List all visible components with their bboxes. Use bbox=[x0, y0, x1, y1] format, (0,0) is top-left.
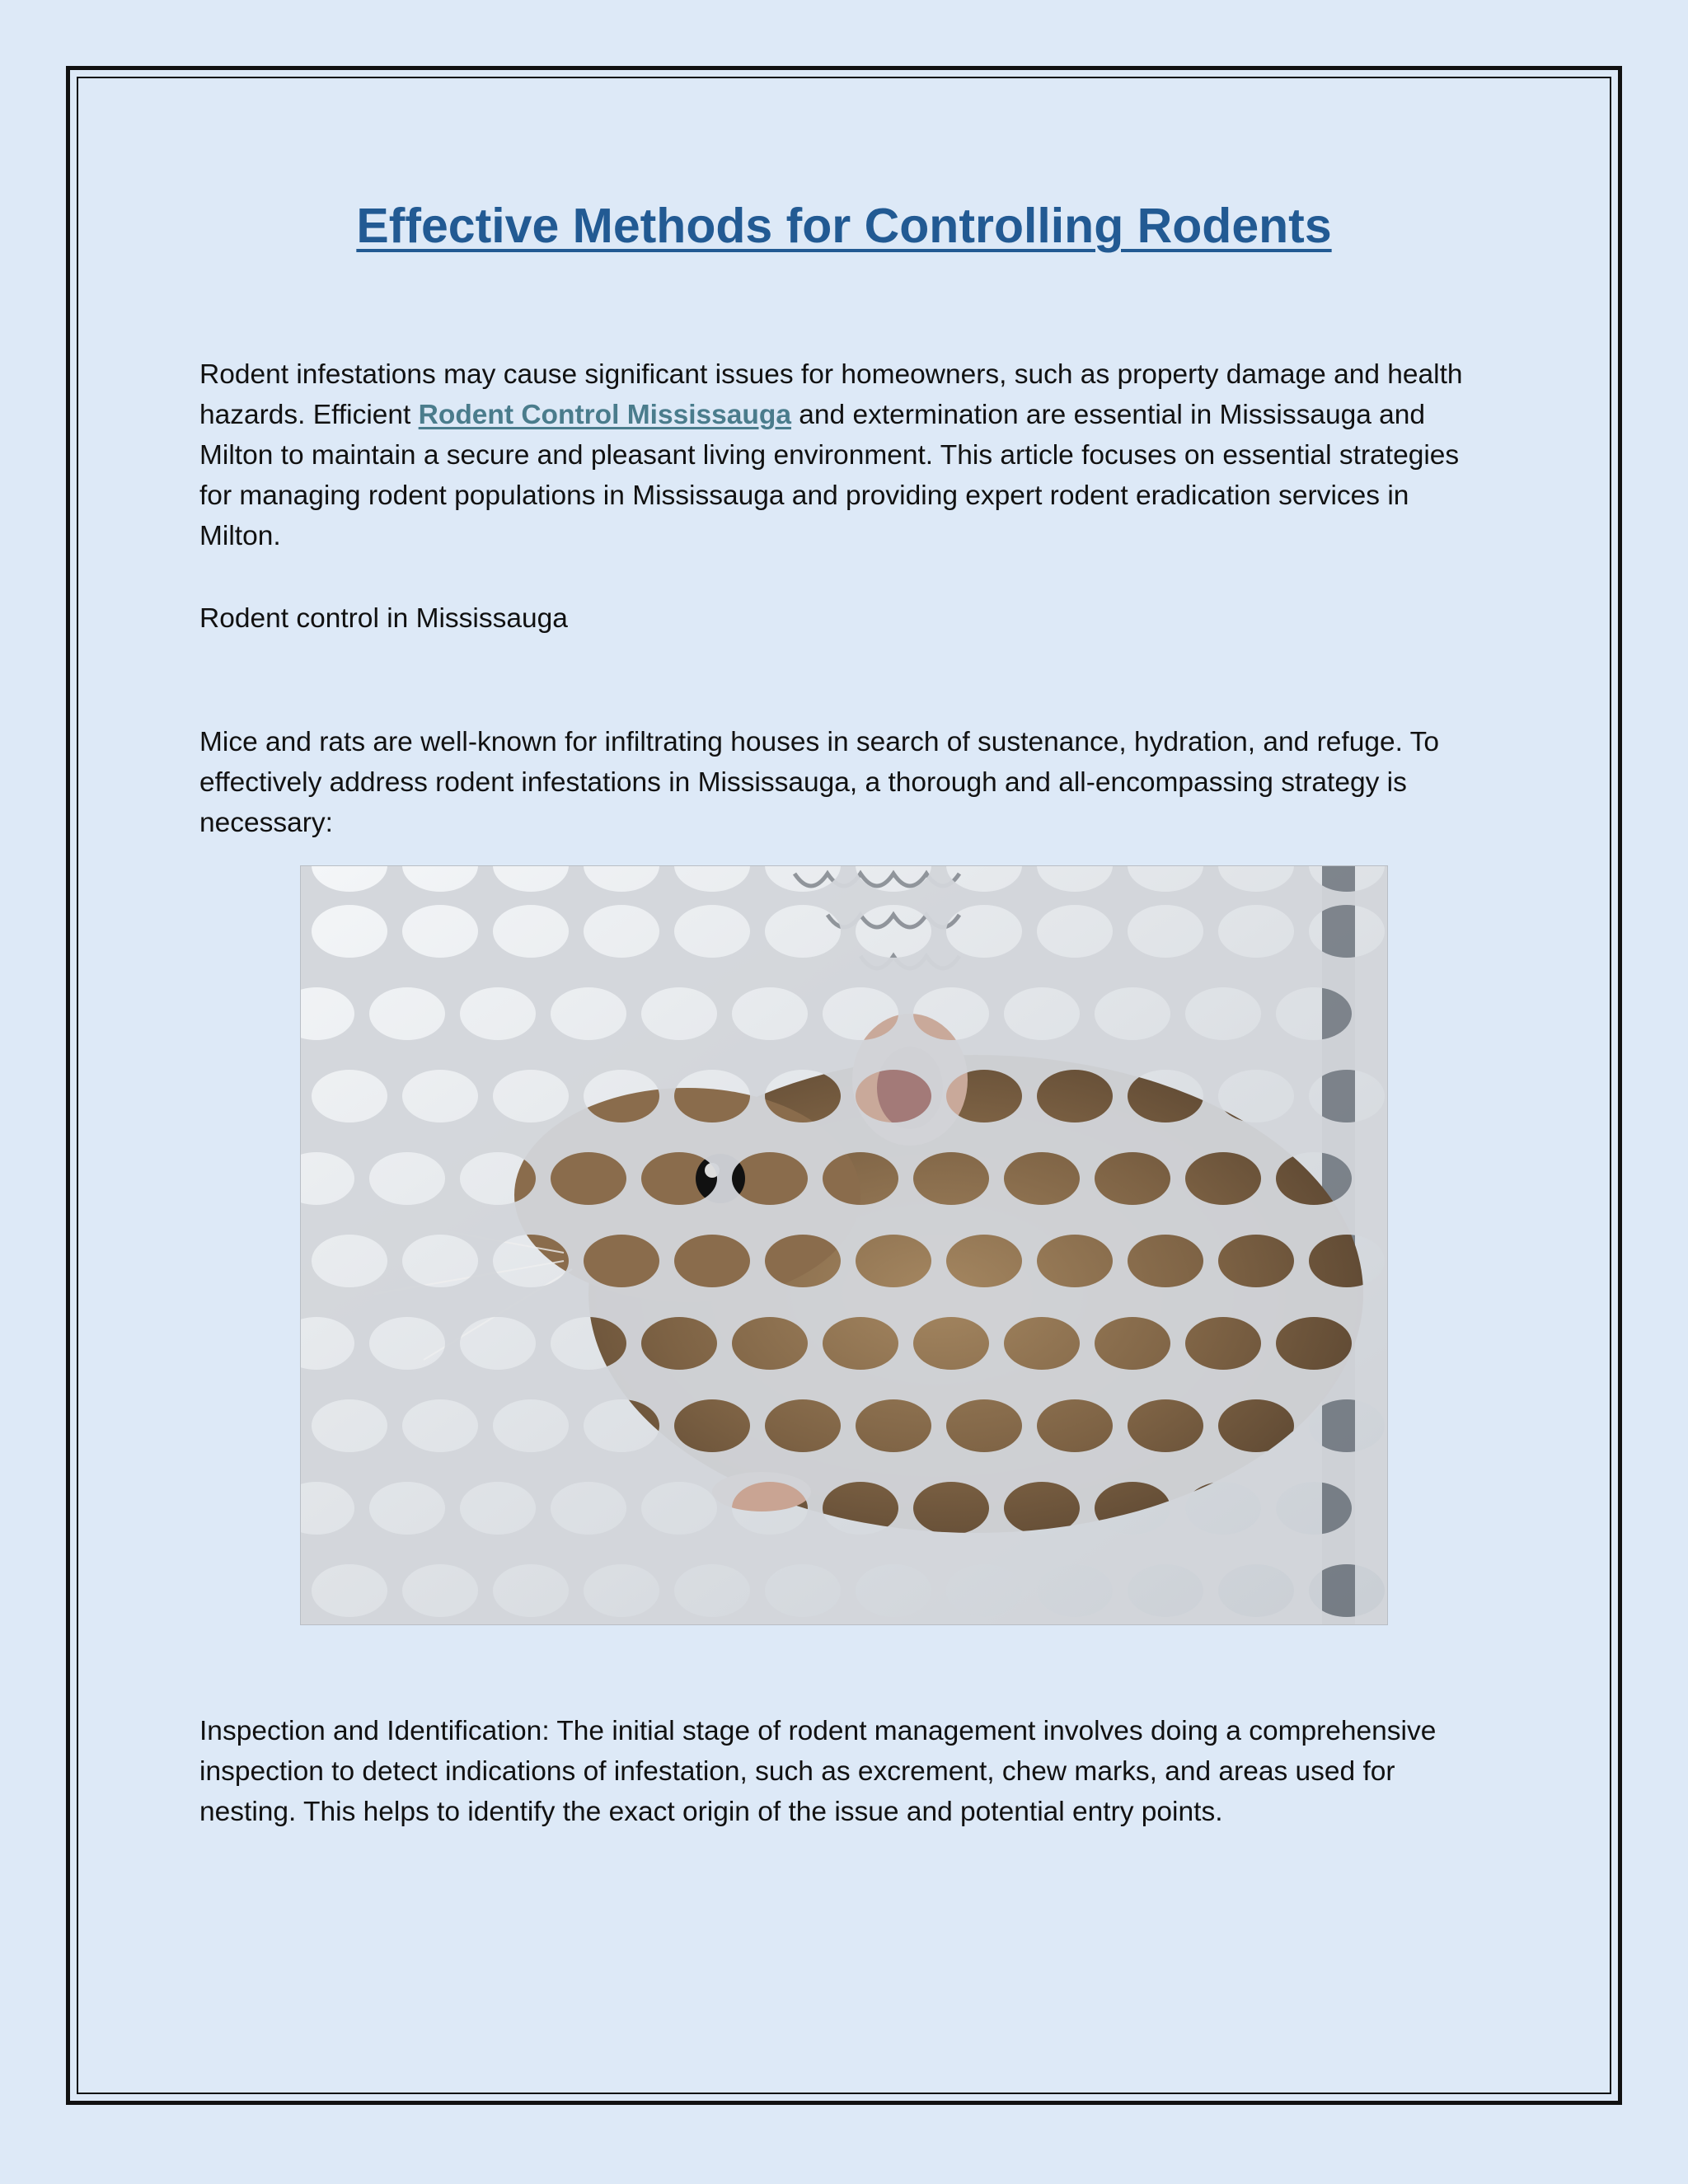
rodent-in-cage-photo bbox=[300, 865, 1388, 1625]
intro-text-end: and extermination are essential in Mississauga and Milton to maintain a secure and pleasant living environment. This article focuses on essential strategies for managing rodent populations in Mississauga and providing expert rodent eradication services in Milton. bbox=[199, 400, 1460, 551]
section-heading: Rodent control in Mississauga bbox=[199, 603, 568, 634]
page-title bbox=[0, 198, 1688, 254]
page-title-text: Effective Methods for Controlling Rodents bbox=[356, 199, 1332, 253]
rodent-control-mississauga-link[interactable]: Rodent Control Mississauga bbox=[418, 400, 791, 430]
intro-text-start: Rodent infestations may cause significant issues for homeowners, such as property damage and health hazards. Efficient bbox=[199, 359, 1463, 430]
section-intro-paragraph: Mice and rats are well-known for infiltrating houses in search of sustenance, hydration, and refuge. To effectively address rodent infestations in Mississauga, a thorough and all-encompassing strategy is necessary: bbox=[199, 727, 1439, 838]
inspection-paragraph: Inspection and Identification: The initial stage of rodent management involves doing a comprehensive inspection to detect indications of infestation, such as excrement, chew marks, and areas used for nesting. This helps to identify the exact origin of the issue and potential entry points. bbox=[199, 1716, 1437, 1827]
intro-paragraph bbox=[199, 354, 1485, 556]
